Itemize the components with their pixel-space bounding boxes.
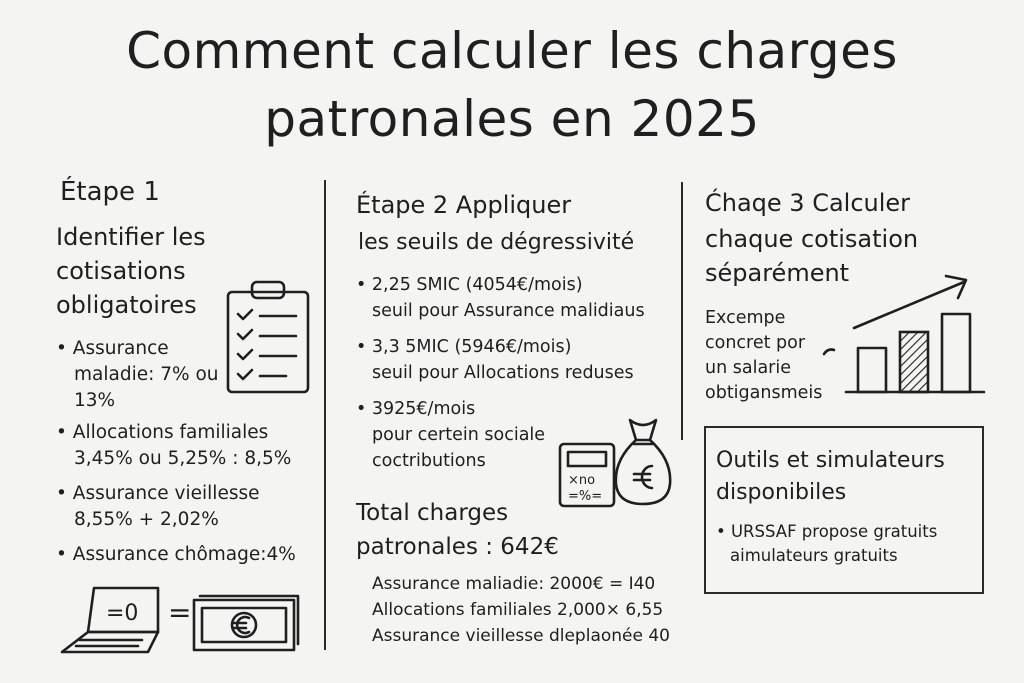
step2-bullet-2: • 3,3 5MIC (5946€/mois) seuil pour Allocations reduses: [356, 334, 634, 386]
tools-bullet-line2: aimulateurs gratuits: [730, 546, 898, 565]
step2-bullet-3-line2: pour certein sociale: [372, 425, 546, 445]
calculator-icon: [556, 440, 618, 510]
step1-subtitle-line3: obligatoires: [56, 291, 197, 319]
step2-bullet-1-line1: 2,25 SMIC (4054€/mois): [371, 275, 583, 295]
step1-bullet-4-line1: Assurance chômage:4%: [72, 544, 296, 565]
money-bag-icon: [610, 414, 676, 510]
step2-line-1: Assurance maliadie: 2000€ = I40: [372, 574, 656, 594]
tools-heading-line1: Outils et simulateurs: [716, 448, 945, 473]
step2-line-2: Allocations familiales 2,000× 6,55: [372, 600, 664, 620]
step2-bullet-3: • 3925€/mois pour certein sociale coctributions: [356, 396, 545, 474]
step2-bullet-3-line1: 3925€/mois: [371, 399, 476, 419]
step3-heading-line3: séparément: [705, 259, 850, 287]
step2-bullet-3-line3: coctributions: [372, 451, 486, 471]
step2-heading-line2: les seuils de dégressivité: [358, 230, 635, 255]
tools-bullet: • URSSAF propose gratuits aimulateurs gratuits: [716, 520, 937, 568]
step1-bullet-2: • Allocations familiales 3,45% ou 5,25% : 8,5%: [56, 420, 291, 472]
banknote-icon: [190, 592, 302, 654]
step1-subtitle-line2: cotisations: [56, 257, 186, 285]
step3-example-line3: un salarie: [705, 358, 791, 378]
step3-example-line1: Excempe: [705, 308, 786, 328]
step2-total-line1: Total charges: [356, 500, 509, 526]
column-divider-right: [681, 182, 683, 440]
tools-bullet-line1: URSSAF propose gratuits: [730, 522, 938, 541]
laptop-icon: [58, 582, 168, 658]
step3-heading-line2: chaque cotisation: [705, 225, 919, 253]
step1-bullet-1-line3: 13%: [74, 390, 116, 411]
step1-bullet-1-line2: maladie: 7% ou: [74, 364, 219, 385]
step1-bullet-3: • Assurance vieillesse 8,55% + 2,02%: [56, 481, 260, 533]
step1-bullet-3-line2: 8,55% + 2,02%: [74, 509, 219, 530]
step1-bullet-2-line1: Allocations familiales: [72, 422, 269, 443]
step1-bullet-3-line1: Assurance vieillesse: [72, 483, 260, 504]
step2-total-line2: patronales : 642€: [356, 534, 559, 560]
step1-bullet-1-line1: Assurance: [72, 338, 169, 359]
clipboard-checklist-icon: [222, 278, 314, 396]
step3-example-line2: concret por: [705, 333, 806, 353]
step1-bullet-2-line2: 3,45% ou 5,25% : 8,5%: [74, 448, 292, 469]
page-title-line2: patronales en 2025: [264, 90, 760, 148]
calculator-text-line2: =%=: [568, 489, 603, 504]
step3-heading-line1: Ćhaqe 3 Calculer: [705, 189, 911, 217]
calculator-text-line1: ×no: [568, 473, 596, 488]
tools-heading-line2: disponibiles: [716, 480, 847, 505]
step1-subtitle-line1: Identifier les: [56, 223, 206, 251]
equals-sign: =: [168, 596, 192, 629]
step2-bullet-1: • 2,25 SMIC (4054€/mois) seuil pour Assurance malidiaus: [356, 272, 645, 324]
column-divider-left: [324, 180, 326, 650]
step1-bullet-1: • Assurance maladie: 7% ou 13%: [56, 336, 219, 414]
bar-chart-icon: [818, 270, 988, 396]
step1-bullet-4: • Assurance chômage:4%: [56, 544, 296, 565]
page-title-line1: Comment calculer les charges: [126, 22, 898, 80]
step2-line-3: Assurance vieillesse dleplaonée 40: [372, 626, 670, 646]
step1-heading: Étape 1: [60, 177, 160, 207]
step2-bullet-2-line2: seuil pour Allocations reduses: [372, 363, 634, 383]
step3-example-line4: obtigansmeis: [705, 383, 823, 403]
step2-bullet-1-line2: seuil pour Assurance malidiaus: [372, 301, 645, 321]
step2-heading-line1: Étape 2 Appliquer: [356, 191, 572, 219]
step2-bullet-2-line1: 3,3 5MIC (5946€/mois): [371, 337, 572, 357]
laptop-text: =0: [106, 601, 139, 626]
